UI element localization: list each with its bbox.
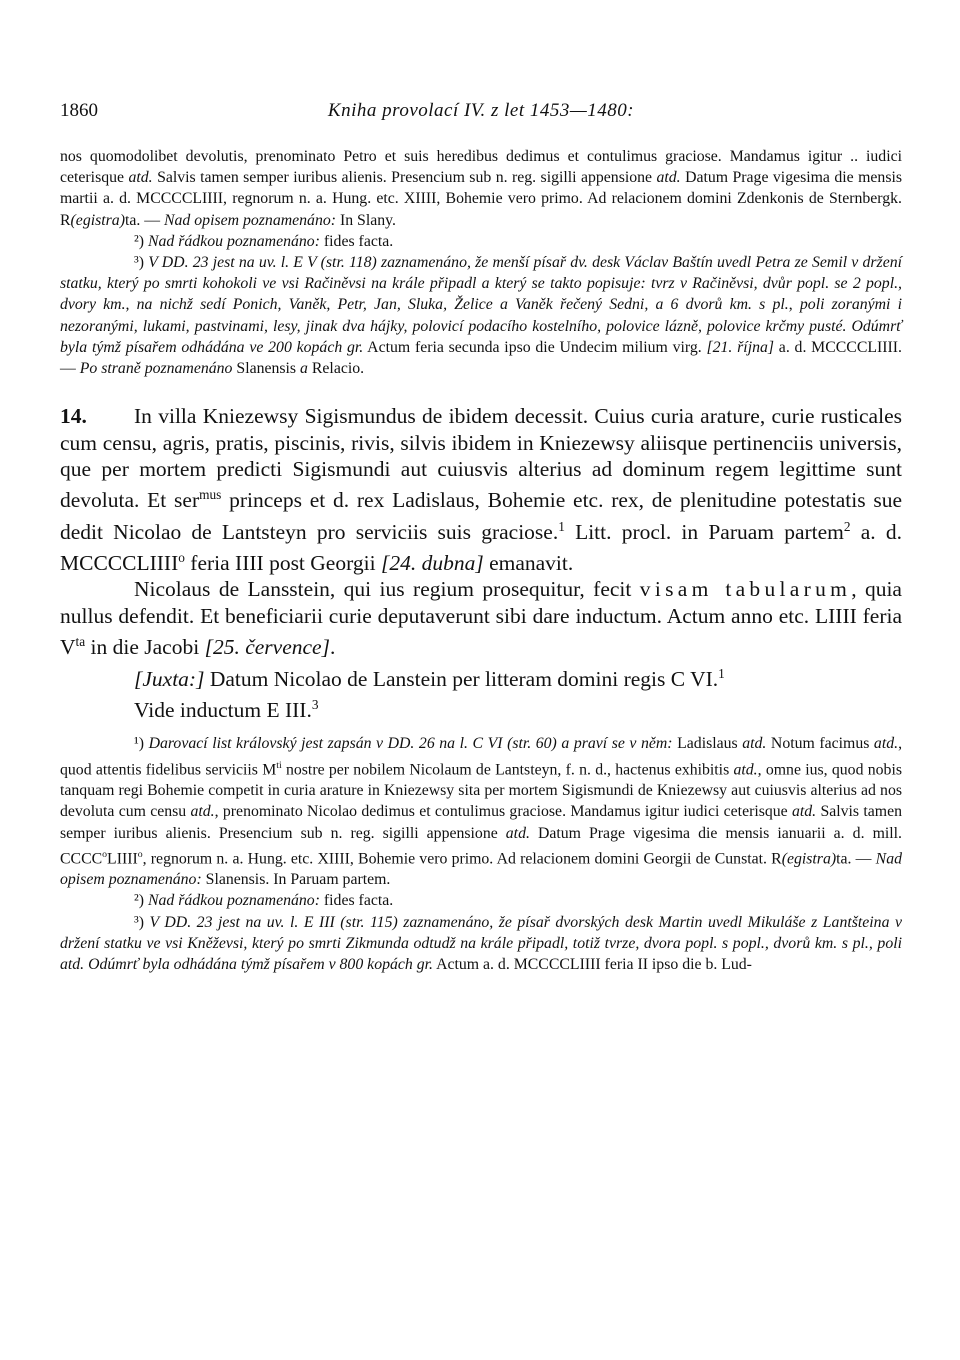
text-run: , prenominato Nicolao dedimus et contulimus graciose. Mandamus igitur iudici ceterisque bbox=[214, 803, 792, 821]
superscript: mus bbox=[199, 487, 222, 503]
text-run: Slanensis. In Paruam partem. bbox=[201, 871, 391, 889]
italic-text: (egistra) bbox=[70, 211, 125, 229]
italic-text: atd. bbox=[733, 760, 758, 778]
page-number: 1860 bbox=[60, 100, 98, 121]
text-run: ²) bbox=[134, 892, 148, 910]
text-run: ta. — bbox=[836, 849, 876, 867]
text-run: , bbox=[788, 296, 800, 314]
text-run: . bbox=[329, 635, 336, 660]
text-run: a. d. MCCCCLIIII. — bbox=[60, 338, 903, 378]
text-run: Datum Nicolao de Lanstein per litteram domini regis C VI. bbox=[204, 666, 719, 691]
text-run: Slanensis bbox=[232, 360, 301, 378]
text-run: , quia nullus defendit. Et beneficiarii curie deputaverunt sibi dare inductum. Actum anno etc. LIIII feria V bbox=[60, 577, 902, 660]
italic-text: Po straně poznamenáno bbox=[79, 360, 233, 378]
entry-14 bbox=[60, 403, 902, 723]
text-run: in die Jacobi bbox=[85, 635, 205, 660]
italic-text: atd. bbox=[128, 169, 153, 187]
page bbox=[60, 100, 902, 975]
superscript: o bbox=[178, 550, 185, 566]
text-run: Actum feria secunda ipso die Undecim milium virg. bbox=[363, 338, 707, 356]
italic-text: poli zoranými i nezoranými, lukami, pastvinami, lesy, jinak dva hájky, polovicí podacího kostelního, polovice lázně, polovice krčmy pusté. Odúmrť byla týmž písařem odhádána ve 200 kopách gr. bbox=[60, 296, 903, 356]
italic-text: V DD. 23 jest na uv. l. E III (str. 115) zaznamenáno, že písař dvorských desk Martin uvedl Mikuláše z Lantšteina v držení statku ve vsi Kněževsi, který po smrti Zikmunda odtudž na krále připadl, totiž tvrze, dvora popl. s popl., dvorů km. s pl., poli atd. Odúmrť byla odhádána týmž písařem v 800 kopách gr. bbox=[60, 913, 902, 973]
superscript: o bbox=[137, 848, 143, 860]
text-run: ¹) bbox=[134, 735, 149, 753]
footnote-1 bbox=[60, 733, 902, 890]
italic-text: V DD. 23 jest na uv. l. E V (str. 118) zaznamenáno, že menší písař dv. desk Václav Baštín uvedl Petra ze Semil v držení statku, který po smrti kohokoli ve vsi Račiněvsi na krále připadl a který se takto popisuje: tvrz v Račiněvsi, dvůr popl. se 2 popl., dvory km., na nichž sedí Ponich, Vaněk, Petr, Jan, Sluka, Želice a Vaněk řečený Sedni, a 6 dvorů km. s pl. bbox=[60, 254, 902, 314]
italic-text: [25. července] bbox=[204, 635, 330, 660]
text-run: fides facta. bbox=[319, 892, 394, 910]
italic-text: Darovací list královský jest zapsán v DD. 26 na l. C VI (str. 60) a praví se v něm: bbox=[148, 735, 673, 753]
italic-text: [24. dubna] bbox=[380, 551, 484, 576]
italic-text: Nad opisem poznamenáno: bbox=[60, 849, 903, 889]
italic-text: atd. bbox=[873, 735, 899, 753]
italic-text: atd. bbox=[792, 803, 817, 821]
italic-text: atd. bbox=[656, 169, 681, 187]
text-run: nostre per nobilem Nicolaum de Lantsteyn, f. n. d., hactenus exhibitis bbox=[281, 760, 734, 778]
text-run: Salvis tamen semper iuribus alienis. Presencium sub n. reg. sigilli appensione bbox=[60, 803, 902, 842]
text-run: In Slany. bbox=[336, 211, 396, 229]
italic-text: atd. bbox=[742, 735, 767, 753]
text-run: , regnorum n. a. Hung. etc. XIIII, Bohemie vero primo. Ad relacionem domini Georgii de Cunstat. R bbox=[142, 849, 782, 867]
text-run: LIIII bbox=[107, 849, 138, 867]
entry-paragraph-2 bbox=[60, 576, 902, 660]
text-run: a. d. MCCCCLIIII bbox=[60, 519, 902, 576]
entry-paragraph-1-text bbox=[60, 404, 902, 575]
continued-footnote-text bbox=[60, 146, 902, 231]
superscript: ta bbox=[75, 634, 86, 650]
italic-text: (egistra) bbox=[781, 849, 837, 867]
italic-text: a bbox=[300, 360, 308, 378]
italic-text: atd. bbox=[505, 824, 530, 842]
text-run: , quod attentis fidelibus serviciis M bbox=[60, 735, 903, 778]
footnote-3 bbox=[60, 912, 902, 976]
text-run: princeps et d. rex Ladislaus, Bohemie etc. rex, de plenitudine potestatis sue dedit Nicolao de Lantsteyn pro serviciis suis graciose. bbox=[60, 488, 902, 544]
text-run: Actum a. d. MCCCCLIIII feria II ipso die b. Lud- bbox=[433, 956, 752, 973]
superscript: 2 bbox=[843, 518, 851, 534]
text-run: ta. — bbox=[124, 211, 164, 229]
footnote-3-top bbox=[60, 252, 902, 379]
text-run: Salvis tamen semper iuribus alienis. Presencium sub n. reg. sigilli appensione bbox=[152, 169, 657, 187]
text-run: Vide inductum E III. bbox=[134, 698, 312, 723]
superscript: 1 bbox=[558, 518, 565, 534]
text-run: nos quomodolibet devolutis, prenominato Petro et suis heredibus dedimus et contulimus graciose. Mandamus igitur .. iudici ceterisque bbox=[60, 148, 902, 187]
text-run: , omne ius, quod nobis tanquam regi Bohemie competit in curia arature in Kniezewsy sita per mortem Sigismundi de Kniezewsy aut cuiusvis alterius ad nos devoluta cum censu bbox=[60, 760, 902, 821]
text-run: Ladislaus bbox=[672, 735, 743, 753]
superscript: 1 bbox=[718, 665, 725, 681]
text-run: In villa Kniezewsy Sigismundus de ibidem decessit. Cuius curia arature, curie rusticales cum censu, agris, pratis, piscinis, rivis, silvis ibidem in Kniezewsy aliisque pertinenciis universis, que per mortem predicti Sigismundi aut cuiusvis alterius ad dominum regem legittime sunt devoluta. Et ser bbox=[60, 404, 902, 513]
page-header bbox=[60, 100, 902, 126]
text-run: Datum Prage vigesima die mensis martii a. d. MCCCCLIIII, regnorum n. a. Hung. etc. XIIII, Bohemie vero primo. Ad relacionem domini Zdenkonis de Sternbergk. R bbox=[60, 169, 903, 229]
text-run: ³) bbox=[134, 254, 149, 272]
text-run: Relacio. bbox=[307, 360, 365, 378]
superscript: ti bbox=[276, 759, 282, 771]
footnote-2-top bbox=[60, 231, 902, 252]
text-run: feria IIII post Georgii bbox=[184, 551, 381, 576]
italic-text: Nad řádkou poznamenáno: bbox=[147, 232, 320, 250]
superscript: o bbox=[102, 848, 108, 860]
italic-text: atd. bbox=[190, 803, 215, 821]
text-run: Datum Prage vigesima die mensis ianuarii a. d. mill. CCCC bbox=[60, 824, 902, 867]
text-run: fides facta. bbox=[319, 232, 394, 250]
entry-paragraph-1 bbox=[60, 403, 902, 576]
entry-juxta-line bbox=[60, 661, 902, 692]
text-run: Nicolaus de Lansstein, qui ius regium prosequitur, fecit bbox=[134, 577, 640, 602]
italic-text: Nad opisem poznamenáno: bbox=[164, 211, 336, 229]
entry-vide-line bbox=[60, 692, 902, 723]
text-run: ²) bbox=[134, 232, 148, 250]
footnote-2 bbox=[60, 890, 902, 911]
italic-text: [Juxta:] bbox=[134, 666, 205, 691]
text-run: visam tabularum bbox=[639, 577, 852, 602]
text-run: emanavit. bbox=[483, 551, 574, 576]
text-run: ³) bbox=[134, 913, 150, 931]
superscript: 3 bbox=[311, 696, 319, 712]
entry-number: 14. bbox=[60, 404, 87, 429]
text-run: Notum facimus bbox=[766, 735, 874, 753]
text-run: Litt. procl. in Paruam partem bbox=[564, 519, 844, 544]
italic-text: [21. října] bbox=[706, 338, 775, 356]
italic-text: Nad řádkou poznamenáno: bbox=[147, 892, 320, 910]
running-title: Kniha provolací IV. z let 1453—1480: bbox=[327, 100, 635, 121]
